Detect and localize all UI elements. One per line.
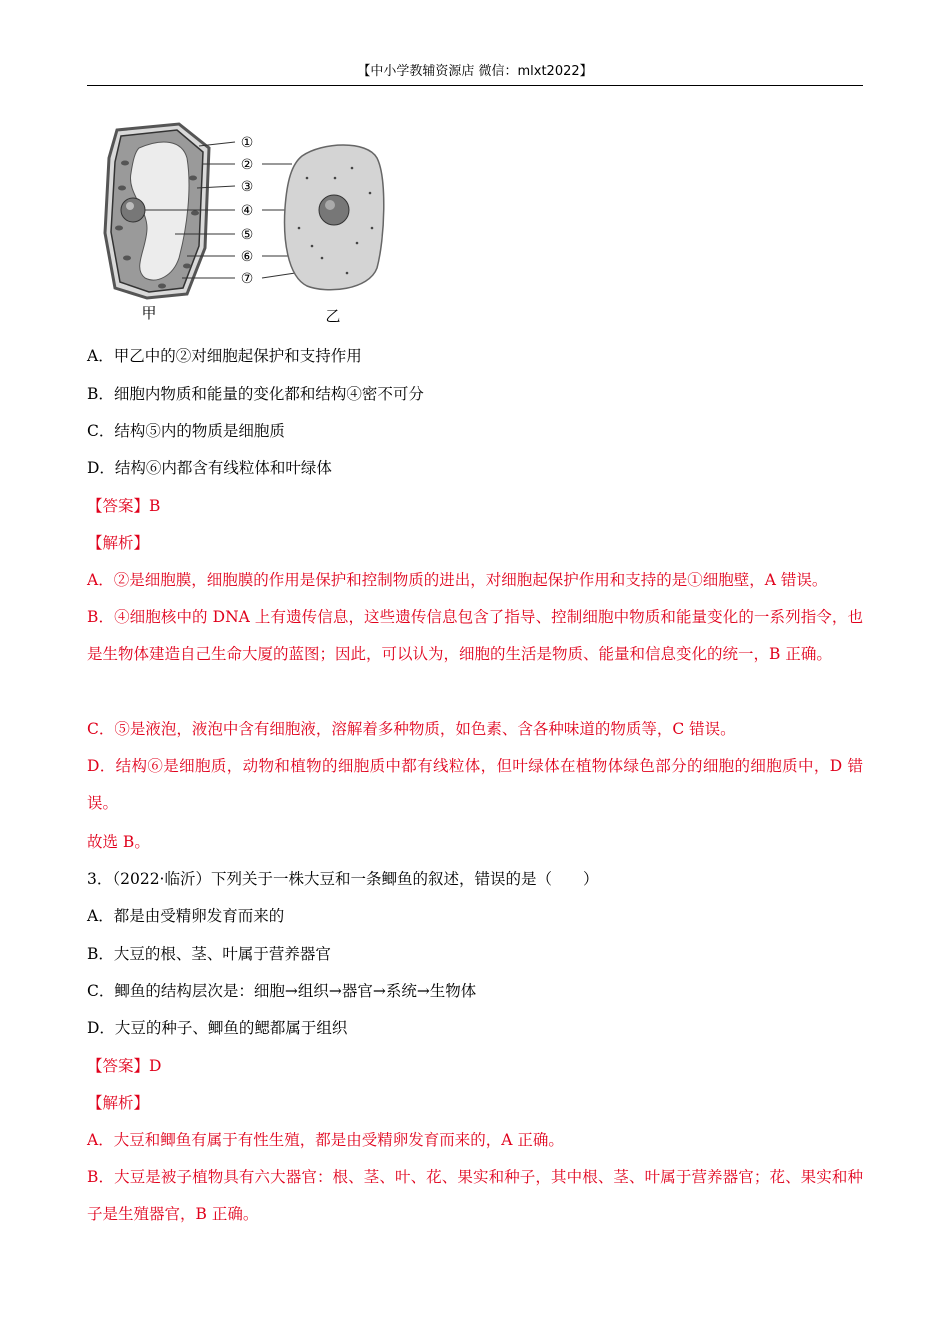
label-2: ② [240, 157, 254, 173]
q2-option-d: D．结构⑥内都含有线粒体和叶绿体 [87, 459, 332, 477]
q2-analysis-d: D．结构⑥是细胞质，动物和植物的细胞质中都有线粒体，但叶绿体在植物体绿色部分的细胞的细胞质中，D 错误。 [87, 757, 863, 812]
cell-diagram-svg [87, 118, 407, 328]
caption-yi: 乙 [325, 307, 341, 325]
plant-cell [105, 124, 209, 298]
cell-diagram [87, 118, 407, 328]
caption-jia: 甲 [141, 304, 157, 322]
page-header: 【中小学教辅资源店 微信：mlxt2022】 [87, 60, 863, 86]
q3-answer: 【答案】D [87, 1057, 162, 1075]
q2-answer: 【答案】B [87, 497, 161, 515]
label-3: ③ [240, 179, 254, 195]
label-4: ④ [240, 203, 254, 219]
q3-analysis-a: A．大豆和鲫鱼有属于有性生殖，都是由受精卵发育而来的，A 正确。 [87, 1131, 564, 1149]
q3-analysis-b: B．大豆是被子植物具有六大器官：根、茎、叶、花、果实和种子，其中根、茎、叶属于营养器官；花、果实和种子是生殖器官，B 正确。 [87, 1168, 863, 1223]
q2-conclusion: 故选 B。 [87, 833, 150, 851]
q2-analysis-b: B．④细胞核中的 DNA 上有遗传信息，这些遗传信息包含了指导、控制细胞中物质和能量变化的一系列指令，也是生物体建造自己生命大厦的蓝图；因此，可以认为，细胞的生活是物质、能量和信息变化的统一，B 正确。 [87, 608, 863, 663]
q3-option-d: D．大豆的种子、鲫鱼的鳃都属于组织 [87, 1019, 348, 1037]
q3-stem: 3．（2022·临沂）下列关于一株大豆和一条鲫鱼的叙述，错误的是（ ） [87, 870, 599, 888]
q2-option-a: A．甲乙中的②对细胞起保护和支持作用 [87, 347, 362, 365]
q2-analysis-c: C．⑤是液泡，液泡中含有细胞液，溶解着多种物质，如色素、含各种味道的物质等，C 错误。 [87, 720, 736, 738]
animal-cell [285, 145, 384, 290]
label-5: ⑤ [240, 227, 254, 243]
label-1: ① [240, 135, 254, 151]
q2-option-b: B．细胞内物质和能量的变化都和结构④密不可分 [87, 385, 424, 403]
q3-option-c: C．鲫鱼的结构层次是：细胞→组织→器官→系统→生物体 [87, 982, 477, 1000]
q2-option-c: C．结构⑤内的物质是细胞质 [87, 422, 285, 440]
q3-analysis-title: 【解析】 [87, 1094, 150, 1112]
label-7: ⑦ [240, 271, 254, 287]
q2-analysis-a: A．②是细胞膜，细胞膜的作用是保护和控制物质的进出，对细胞起保护作用和支持的是①细胞壁，A 错误。 [87, 571, 828, 589]
q2-analysis-title: 【解析】 [87, 534, 150, 552]
q3-option-b: B．大豆的根、茎、叶属于营养器官 [87, 945, 331, 963]
q3-option-a: A．都是由受精卵发育而来的 [87, 907, 285, 925]
label-6: ⑥ [240, 249, 254, 265]
